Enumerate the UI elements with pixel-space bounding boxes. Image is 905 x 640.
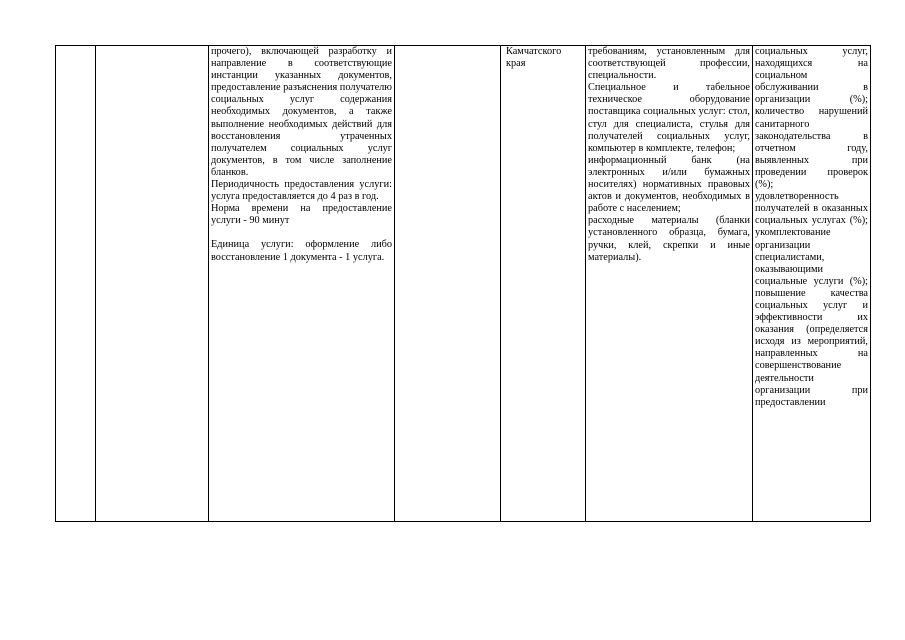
cell-region: Камчатского края bbox=[501, 46, 586, 522]
conditions-paragraph: требованиям, установленным для соответствующей профессии, специальности. bbox=[588, 46, 750, 82]
indicator-paragraph: укомплектование организации специалистами, оказывающими социальные услуги (%); bbox=[755, 227, 868, 287]
table-row bbox=[56, 46, 871, 522]
materials-paragraph: расходные материалы (бланки установленного образца, бумага, ручки, клей, скрепки и иные материалы). bbox=[588, 215, 750, 263]
periodicity-paragraph: Периодичность предоставления услуги: услуга предоставляется до 4 раз в год. bbox=[211, 179, 392, 203]
cell-number bbox=[56, 46, 96, 522]
indicator-paragraph: количество нарушений санитарного законодательства в отчетном году, выявленных при проведении проверок (%); bbox=[755, 106, 868, 191]
indicator-paragraph: повышение качества социальных услуг и эффективности их оказания (определяется исходя из мероприятий, направленных на совершенствование деятельности организации при предоставлении bbox=[755, 287, 868, 408]
cell-tariff bbox=[395, 46, 501, 522]
description-paragraph: прочего), включающей разработку и направление в соответствующие инстанции указанных документов, предоставление разъяснения получателю социальных услуг содержания необходимых документов, а также выполнение необходимых действий для восстановления утраченных получателем социальных услуг документов, в том числе заполнение бланков. bbox=[211, 46, 392, 178]
indicator-paragraph: удовлетворенность получателей в оказанных социальных услугах (%); bbox=[755, 191, 868, 227]
equipment-paragraph: Специальное и табельное техническое оборудование поставщика социальных услуг: стол, стул для специалиста, стулья для получателей социальных услуг, компьютер в комплекте, телефон; bbox=[588, 82, 750, 154]
indicator-paragraph: социальных услуг, находящихся на социальном обслуживании в организации (%); bbox=[755, 46, 868, 106]
cell-service-name bbox=[96, 46, 209, 522]
cell-service-description bbox=[209, 46, 395, 522]
time-norm-paragraph: Норма времени на предоставление услуги - 90 минут bbox=[211, 203, 392, 227]
cell-quality-indicators bbox=[753, 46, 871, 522]
service-unit-paragraph: Единица услуги: оформление либо восстановление 1 документа - 1 услуга. bbox=[211, 239, 392, 263]
info-bank-paragraph: информационный банк (на электронных и/или бумажных носителях) нормативных правовых актов и документов, необходимых в работе с населением; bbox=[588, 154, 750, 215]
services-table bbox=[55, 45, 871, 522]
cell-conditions bbox=[586, 46, 753, 522]
